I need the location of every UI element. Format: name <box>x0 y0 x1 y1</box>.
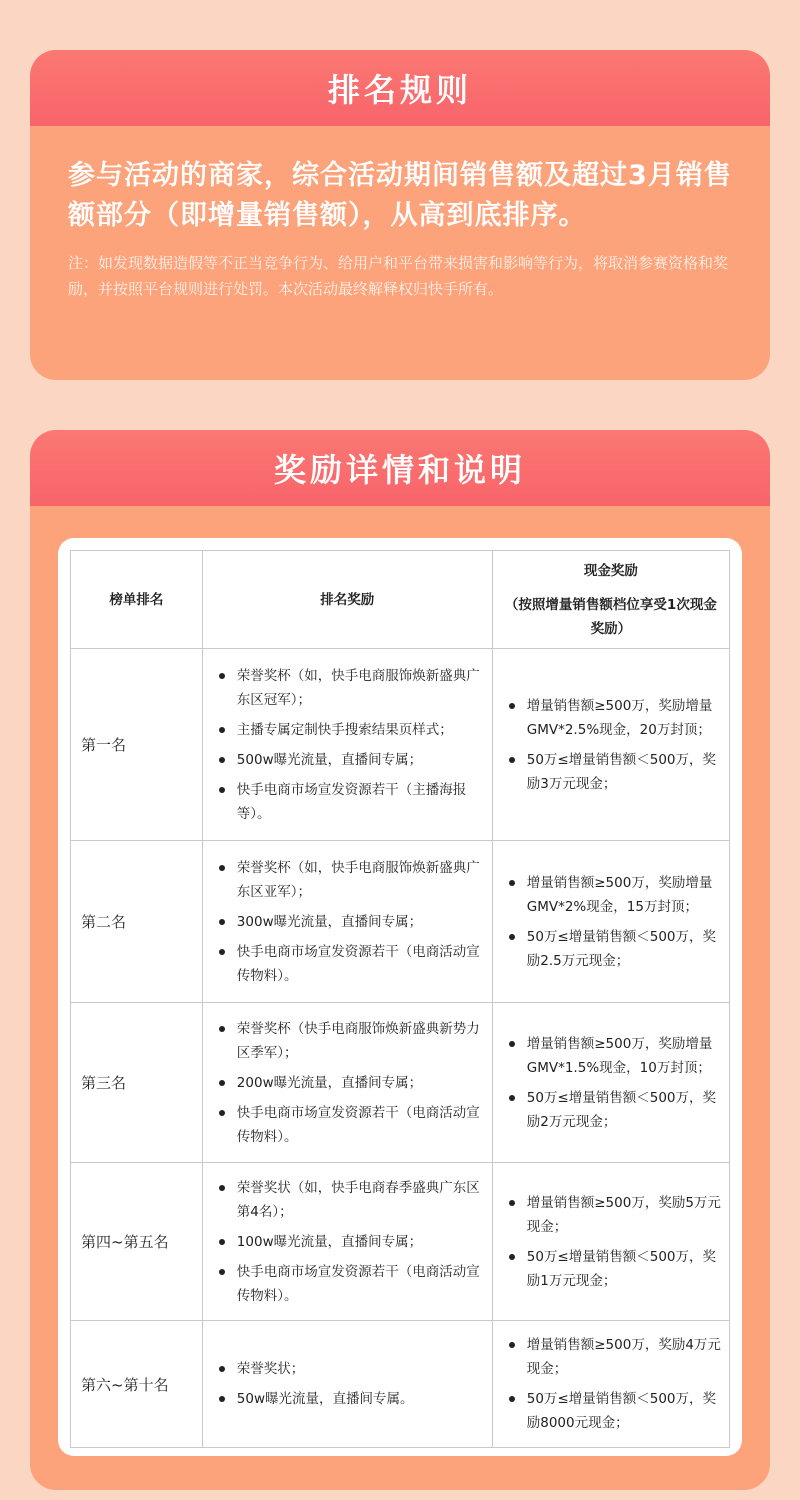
cash-cell <box>492 841 729 1003</box>
list-item: 荣誉奖杯（快手电商服饰焕新盛典新势力区季军）； <box>211 1017 484 1065</box>
reward-cell <box>202 1163 492 1321</box>
rank-cell: 第二名 <box>71 841 203 1003</box>
list-item: 50万≤增量销售额＜500万，奖励1万元现金； <box>501 1245 721 1293</box>
cash-cell <box>492 649 729 841</box>
list-item: 荣誉奖杯（如，快手电商服饰焕新盛典广东区亚军）； <box>211 856 484 904</box>
table-row <box>71 1163 730 1321</box>
rank-cell: 第一名 <box>71 649 203 841</box>
list-item: 增量销售额≥500万，奖励增量GMV*2%现金，15万封顶； <box>501 871 721 919</box>
table-row <box>71 841 730 1003</box>
list-item: 300w曝光流量，直播间专属； <box>211 910 484 934</box>
table-row <box>71 1003 730 1163</box>
list-item: 100w曝光流量，直播间专属； <box>211 1230 484 1254</box>
list-item: 500w曝光流量，直播间专属； <box>211 748 484 772</box>
table-row <box>71 649 730 841</box>
rank-cell: 第三名 <box>71 1003 203 1163</box>
header-cash-title: 现金奖励 <box>583 562 638 579</box>
list-item: 50万≤增量销售额＜500万，奖励3万元现金； <box>501 748 721 796</box>
reward-cell <box>202 841 492 1003</box>
list-item: 50w曝光流量，直播间专属。 <box>211 1387 484 1411</box>
list-item: 快手电商市场宣发资源若干（电商活动宣传物料）。 <box>211 940 484 988</box>
table-header-row <box>71 551 730 649</box>
ranking-rules-title: 排名规则 <box>327 71 472 109</box>
list-item: 增量销售额≥500万，奖励增量GMV*1.5%现金，10万封顶； <box>501 1032 721 1080</box>
list-item: 50万≤增量销售额＜500万，奖励2.5万元现金； <box>501 925 721 973</box>
ranking-rules-card <box>30 50 770 380</box>
reward-cell <box>202 1321 492 1448</box>
list-item: 增量销售额≥500万，奖励5万元现金； <box>501 1191 721 1239</box>
list-item: 快手电商市场宣发资源若干（电商活动宣传物料）。 <box>211 1101 484 1149</box>
list-item: 50万≤增量销售额＜500万，奖励8000元现金； <box>501 1387 721 1435</box>
header-cash <box>492 551 729 649</box>
header-cash-subtitle: （按照增量销售额档位享受1次现金奖励） <box>504 596 717 637</box>
table-row <box>71 1321 730 1448</box>
ranking-rules-header <box>30 50 770 126</box>
list-item: 荣誉奖状（如，快手电商春季盛典广东区第4名）； <box>211 1176 484 1224</box>
list-item: 50万≤增量销售额＜500万，奖励2万元现金； <box>501 1086 721 1134</box>
cash-cell <box>492 1003 729 1163</box>
list-item: 荣誉奖杯（如，快手电商服饰焕新盛典广东区冠军）； <box>211 664 484 712</box>
header-rank: 榜单排名 <box>71 551 203 649</box>
ranking-rules-main-text: 参与活动的商家，综合活动期间销售额及超过3月销售额部分（即增量销售额），从高到底排序。 <box>68 160 732 231</box>
reward-cell <box>202 1003 492 1163</box>
reward-details-header <box>30 430 770 506</box>
reward-table <box>70 550 730 1448</box>
list-item: 增量销售额≥500万，奖励增量GMV*2.5%现金，20万封顶； <box>501 694 721 742</box>
ranking-rules-note: 注：如发现数据造假等不正当竞争行为、给用户和平台带来损害和影响等行为，将取消参赛资格和奖励，并按照平台规则进行处罚。本次活动最终解释权归快手所有。 <box>68 254 729 298</box>
reward-table-container <box>58 538 742 1456</box>
list-item: 增量销售额≥500万，奖励4万元现金； <box>501 1333 721 1381</box>
list-item: 快手电商市场宣发资源若干（电商活动宣传物料）。 <box>211 1260 484 1308</box>
reward-details-card <box>30 430 770 1490</box>
cash-cell <box>492 1321 729 1448</box>
list-item: 荣誉奖状； <box>211 1357 484 1381</box>
reward-details-title: 奖励详情和说明 <box>273 451 526 489</box>
reward-cell <box>202 649 492 841</box>
list-item: 主播专属定制快手搜索结果页样式； <box>211 718 484 742</box>
list-item: 快手电商市场宣发资源若干（主播海报等）。 <box>211 778 484 826</box>
rank-cell: 第六~第十名 <box>71 1321 203 1448</box>
header-reward: 排名奖励 <box>202 551 492 649</box>
cash-cell <box>492 1163 729 1321</box>
rank-cell: 第四~第五名 <box>71 1163 203 1321</box>
list-item: 200w曝光流量，直播间专属； <box>211 1071 484 1095</box>
